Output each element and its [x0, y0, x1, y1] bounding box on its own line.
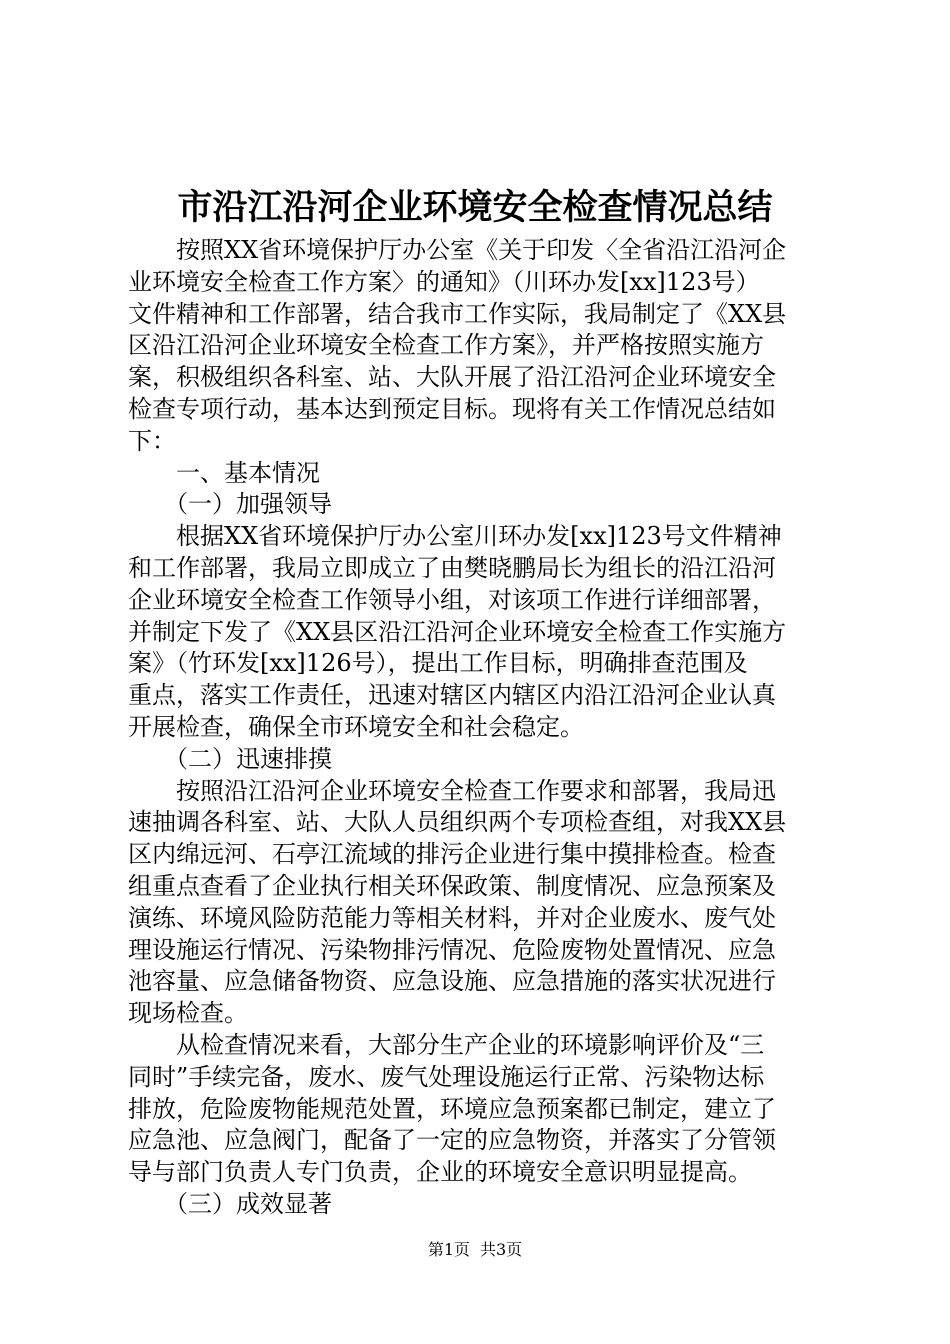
page-footer: [0, 1239, 950, 1261]
body-line: 文件精神和工作部署，结合我市工作实际，我局制定了《XX县: [128, 299, 787, 328]
body-line: 池容量、应急储备物资、应急设施、应急措施的落实状况进行: [128, 967, 776, 996]
page-number: 第1页: [427, 1240, 470, 1259]
body-line: 排放，危险废物能规范处置，环境应急预案都已制定，建立了: [128, 1094, 776, 1123]
body-line: 应急池、应急阀门，配备了一定的应急物资，并落实了分管领: [128, 1126, 776, 1155]
body-line: 理设施运行情况、污染物排污情况、危险废物处置情况、应急: [128, 935, 776, 964]
body-line: 一、基本情况: [128, 458, 320, 487]
body-line: 企业环境安全检查工作领导小组，对该项工作进行详细部署，: [128, 585, 776, 614]
page-total: 共3页: [480, 1240, 523, 1259]
body-line: （一）加强领导: [128, 490, 332, 519]
body-line: 开展检查，确保全市环境安全和社会稳定。: [128, 712, 584, 741]
body-line: 速抽调各科室、站、大队人员组织两个专项检查组，对我XX县: [128, 808, 787, 837]
body-line: 和工作部署，我局立即成立了由樊晓鹏局长为组长的沿江沿河: [128, 553, 776, 582]
body-line: 区沿江沿河企业环境安全检查工作方案》，并严格按照实施方: [128, 331, 764, 360]
body-line: 同时”手续完备，废水、废气处理设施运行正常、污染物达标: [128, 1062, 765, 1091]
body-line: 按照沿江沿河企业环境安全检查工作要求和部署，我局迅: [128, 776, 776, 805]
document-body: [128, 235, 838, 1221]
body-line: 区内绵远河、石亭江流域的排污企业进行集中摸排检查。检查: [128, 840, 776, 869]
body-line: 根据XX省环境保护厅办公室川环办发[xx]123号文件精神: [128, 522, 782, 551]
body-line: （二）迅速排摸: [128, 744, 332, 773]
body-line: 重点，落实工作责任，迅速对辖区内辖区内沿江沿河企业认真: [128, 681, 776, 710]
body-line: 检查专项行动，基本达到预定目标。现将有关工作情况总结如: [128, 394, 776, 423]
body-line: 组重点查看了企业执行相关环保政策、制度情况、应急预案及: [128, 871, 776, 900]
body-line: 并制定下发了《XX县区沿江沿河企业环境安全检查工作实施方: [128, 617, 787, 646]
body-line: 案》（竹环发[xx]126号），提出工作目标，明确排查范围及: [128, 649, 748, 678]
body-line: 导与部门负责人专门负责，企业的环境安全意识明显提高。: [128, 1158, 752, 1187]
body-line: （三）成效显著: [128, 1189, 332, 1218]
body-line: 下：: [128, 426, 176, 455]
body-line: 案，积极组织各科室、站、大队开展了沿江沿河企业环境安全: [128, 363, 776, 392]
body-line: 从检查情况来看，大部分生产企业的环境影响评价及“三: [128, 1030, 765, 1059]
body-line: 现场检查。: [128, 999, 248, 1028]
body-line: 业环境安全检查工作方案〉的通知》（川环办发[xx]123号）: [128, 267, 760, 296]
body-line: 演练、环境风险防范能力等相关材料，并对企业废水、废气处: [128, 903, 776, 932]
body-line: 按照XX省环境保护厅办公室《关于印发〈全省沿江沿河企: [128, 236, 787, 264]
document-title: 市沿江沿河企业环境安全检查情况总结: [177, 187, 773, 228]
